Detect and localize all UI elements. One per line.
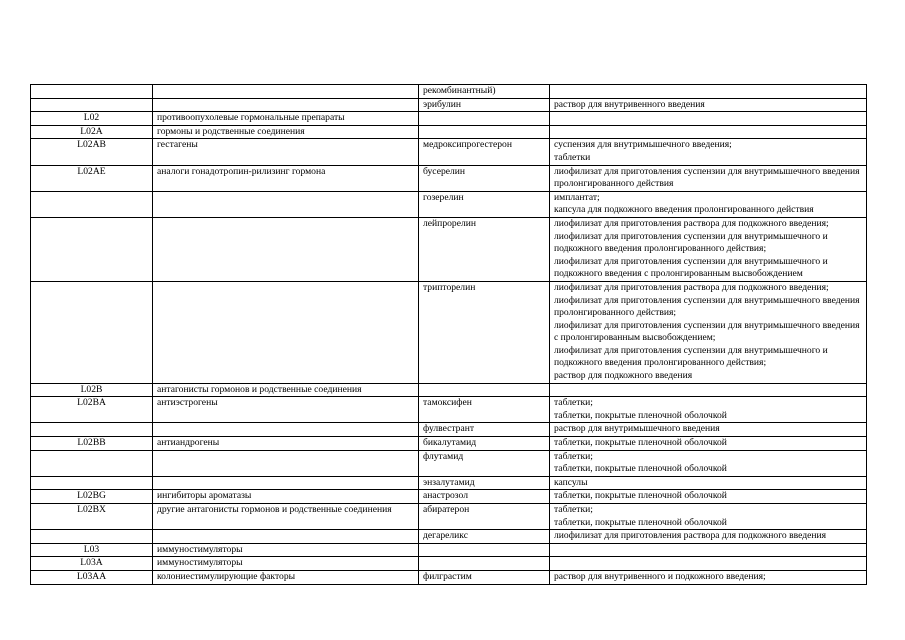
group-name-cell: антагонисты гормонов и родственные соединения (153, 383, 419, 397)
drug-name-cell: бусерелин (419, 165, 550, 191)
dosage-form-cell: имплантат; капсула для подкожного введения пролонгированного действия (550, 191, 867, 217)
table-row (31, 437, 867, 451)
table-row (31, 476, 867, 490)
atc-code-cell: L02AB (31, 139, 153, 165)
group-name-cell (153, 85, 419, 99)
group-name-cell (153, 98, 419, 112)
table-row (31, 85, 867, 99)
group-name-cell: ингибиторы ароматазы (153, 490, 419, 504)
atc-code-cell: L02AE (31, 165, 153, 191)
drug-name-cell (419, 125, 550, 139)
table-row (31, 504, 867, 530)
dosage-form-cell: лиофилизат для приготовления раствора для подкожного введения; лиофилизат для приготовления суспензии для внутримышечного и подкожного введения пролонгированного действия; лиофилизат для приготовления суспензии для внутримышечного и подкожного введения с пролонгированным высвобождением (550, 217, 867, 281)
dosage-form-cell (550, 85, 867, 99)
dosage-form-cell (550, 383, 867, 397)
drug-name-cell: фулвестрант (419, 423, 550, 437)
dosage-form-cell: лиофилизат для приготовления раствора для подкожного введения (550, 530, 867, 544)
dosage-form-cell (550, 543, 867, 557)
dosage-form-cell: таблетки; таблетки, покрытые пленочной оболочкой (550, 504, 867, 530)
drug-name-cell: флутамид (419, 450, 550, 476)
atc-code-cell (31, 85, 153, 99)
dosage-form-cell: таблетки; таблетки, покрытые пленочной оболочкой (550, 397, 867, 423)
atc-code-cell (31, 217, 153, 281)
drug-name-cell: анастрозол (419, 490, 550, 504)
group-name-cell (153, 476, 419, 490)
atc-code-cell: L02 (31, 112, 153, 126)
group-name-cell: иммуностимуляторы (153, 543, 419, 557)
atc-code-cell (31, 476, 153, 490)
drug-name-cell (419, 543, 550, 557)
table-row (31, 139, 867, 165)
drug-name-cell: филграстим (419, 570, 550, 584)
atc-code-cell (31, 98, 153, 112)
table-row (31, 397, 867, 423)
drug-name-cell: тамоксифен (419, 397, 550, 423)
atc-code-cell: L03 (31, 543, 153, 557)
dosage-form-cell (550, 557, 867, 571)
drug-name-cell (419, 557, 550, 571)
dosage-form-cell (550, 112, 867, 126)
group-name-cell (153, 191, 419, 217)
group-name-cell: антиэстрогены (153, 397, 419, 423)
dosage-form-cell: суспензия для внутримышечного введения; таблетки (550, 139, 867, 165)
group-name-cell: другие антагонисты гормонов и родственные соединения (153, 504, 419, 530)
drug-classification-table (30, 84, 867, 585)
dosage-form-cell: лиофилизат для приготовления раствора для подкожного введения; лиофилизат для приготовления суспензии для внутримышечного введения пролонгированного действия; лиофилизат для приготовления суспензии для внутримышечного введения с пролонгированным высвобождением; лиофилизат для приготовления суспензии для внутримышечного и подкожного введения пролонгированного действия; раствор для подкожного введения (550, 281, 867, 383)
drug-name-cell: энзалутамид (419, 476, 550, 490)
table-row (31, 557, 867, 571)
group-name-cell: колониестимулирующие факторы (153, 570, 419, 584)
drug-name-cell: дегареликс (419, 530, 550, 544)
dosage-form-cell: таблетки; таблетки, покрытые пленочной оболочкой (550, 450, 867, 476)
table-row (31, 490, 867, 504)
table-row (31, 281, 867, 383)
group-name-cell (153, 423, 419, 437)
dosage-form-cell: раствор для внутримышечного введения (550, 423, 867, 437)
dosage-form-cell: раствор для внутривенного и подкожного введения; (550, 570, 867, 584)
table-row (31, 191, 867, 217)
table-row (31, 217, 867, 281)
table-body (31, 85, 867, 585)
drug-name-cell (419, 383, 550, 397)
atc-code-cell (31, 530, 153, 544)
dosage-form-cell: лиофилизат для приготовления суспензии для внутримышечного введения пролонгированного действия (550, 165, 867, 191)
drug-name-cell: лейпрорелин (419, 217, 550, 281)
dosage-form-cell: таблетки, покрытые пленочной оболочкой (550, 437, 867, 451)
atc-code-cell: L02BG (31, 490, 153, 504)
table-row (31, 112, 867, 126)
drug-name-cell: медроксипрогестерон (419, 139, 550, 165)
atc-code-cell (31, 191, 153, 217)
group-name-cell (153, 530, 419, 544)
group-name-cell (153, 450, 419, 476)
drug-name-cell: гозерелин (419, 191, 550, 217)
drug-name-cell: эрибулин (419, 98, 550, 112)
group-name-cell: аналоги гонадотропин-рилизинг гормона (153, 165, 419, 191)
drug-name-cell: трипторелин (419, 281, 550, 383)
table-row (31, 450, 867, 476)
drug-name-cell: рекомбинантный) (419, 85, 550, 99)
atc-code-cell: L03A (31, 557, 153, 571)
atc-code-cell: L02BA (31, 397, 153, 423)
table-row (31, 570, 867, 584)
table-row (31, 423, 867, 437)
group-name-cell: иммуностимуляторы (153, 557, 419, 571)
drug-name-cell (419, 112, 550, 126)
drug-name-cell: абиратерон (419, 504, 550, 530)
dosage-form-cell (550, 125, 867, 139)
atc-code-cell (31, 423, 153, 437)
table-row (31, 125, 867, 139)
atc-code-cell (31, 450, 153, 476)
atc-code-cell: L02B (31, 383, 153, 397)
table-row (31, 98, 867, 112)
group-name-cell (153, 281, 419, 383)
dosage-form-cell: капсулы (550, 476, 867, 490)
group-name-cell: антиандрогены (153, 437, 419, 451)
group-name-cell (153, 217, 419, 281)
group-name-cell: гормоны и родственные соединения (153, 125, 419, 139)
atc-code-cell: L03AA (31, 570, 153, 584)
group-name-cell: противоопухолевые гормональные препараты (153, 112, 419, 126)
dosage-form-cell: таблетки, покрытые пленочной оболочкой (550, 490, 867, 504)
atc-code-cell: L02A (31, 125, 153, 139)
atc-code-cell (31, 281, 153, 383)
table-row (31, 165, 867, 191)
group-name-cell: гестагены (153, 139, 419, 165)
dosage-form-cell: раствор для внутривенного введения (550, 98, 867, 112)
atc-code-cell: L02BX (31, 504, 153, 530)
drug-name-cell: бикалутамид (419, 437, 550, 451)
table-row (31, 530, 867, 544)
table-row (31, 543, 867, 557)
table-row (31, 383, 867, 397)
atc-code-cell: L02BB (31, 437, 153, 451)
